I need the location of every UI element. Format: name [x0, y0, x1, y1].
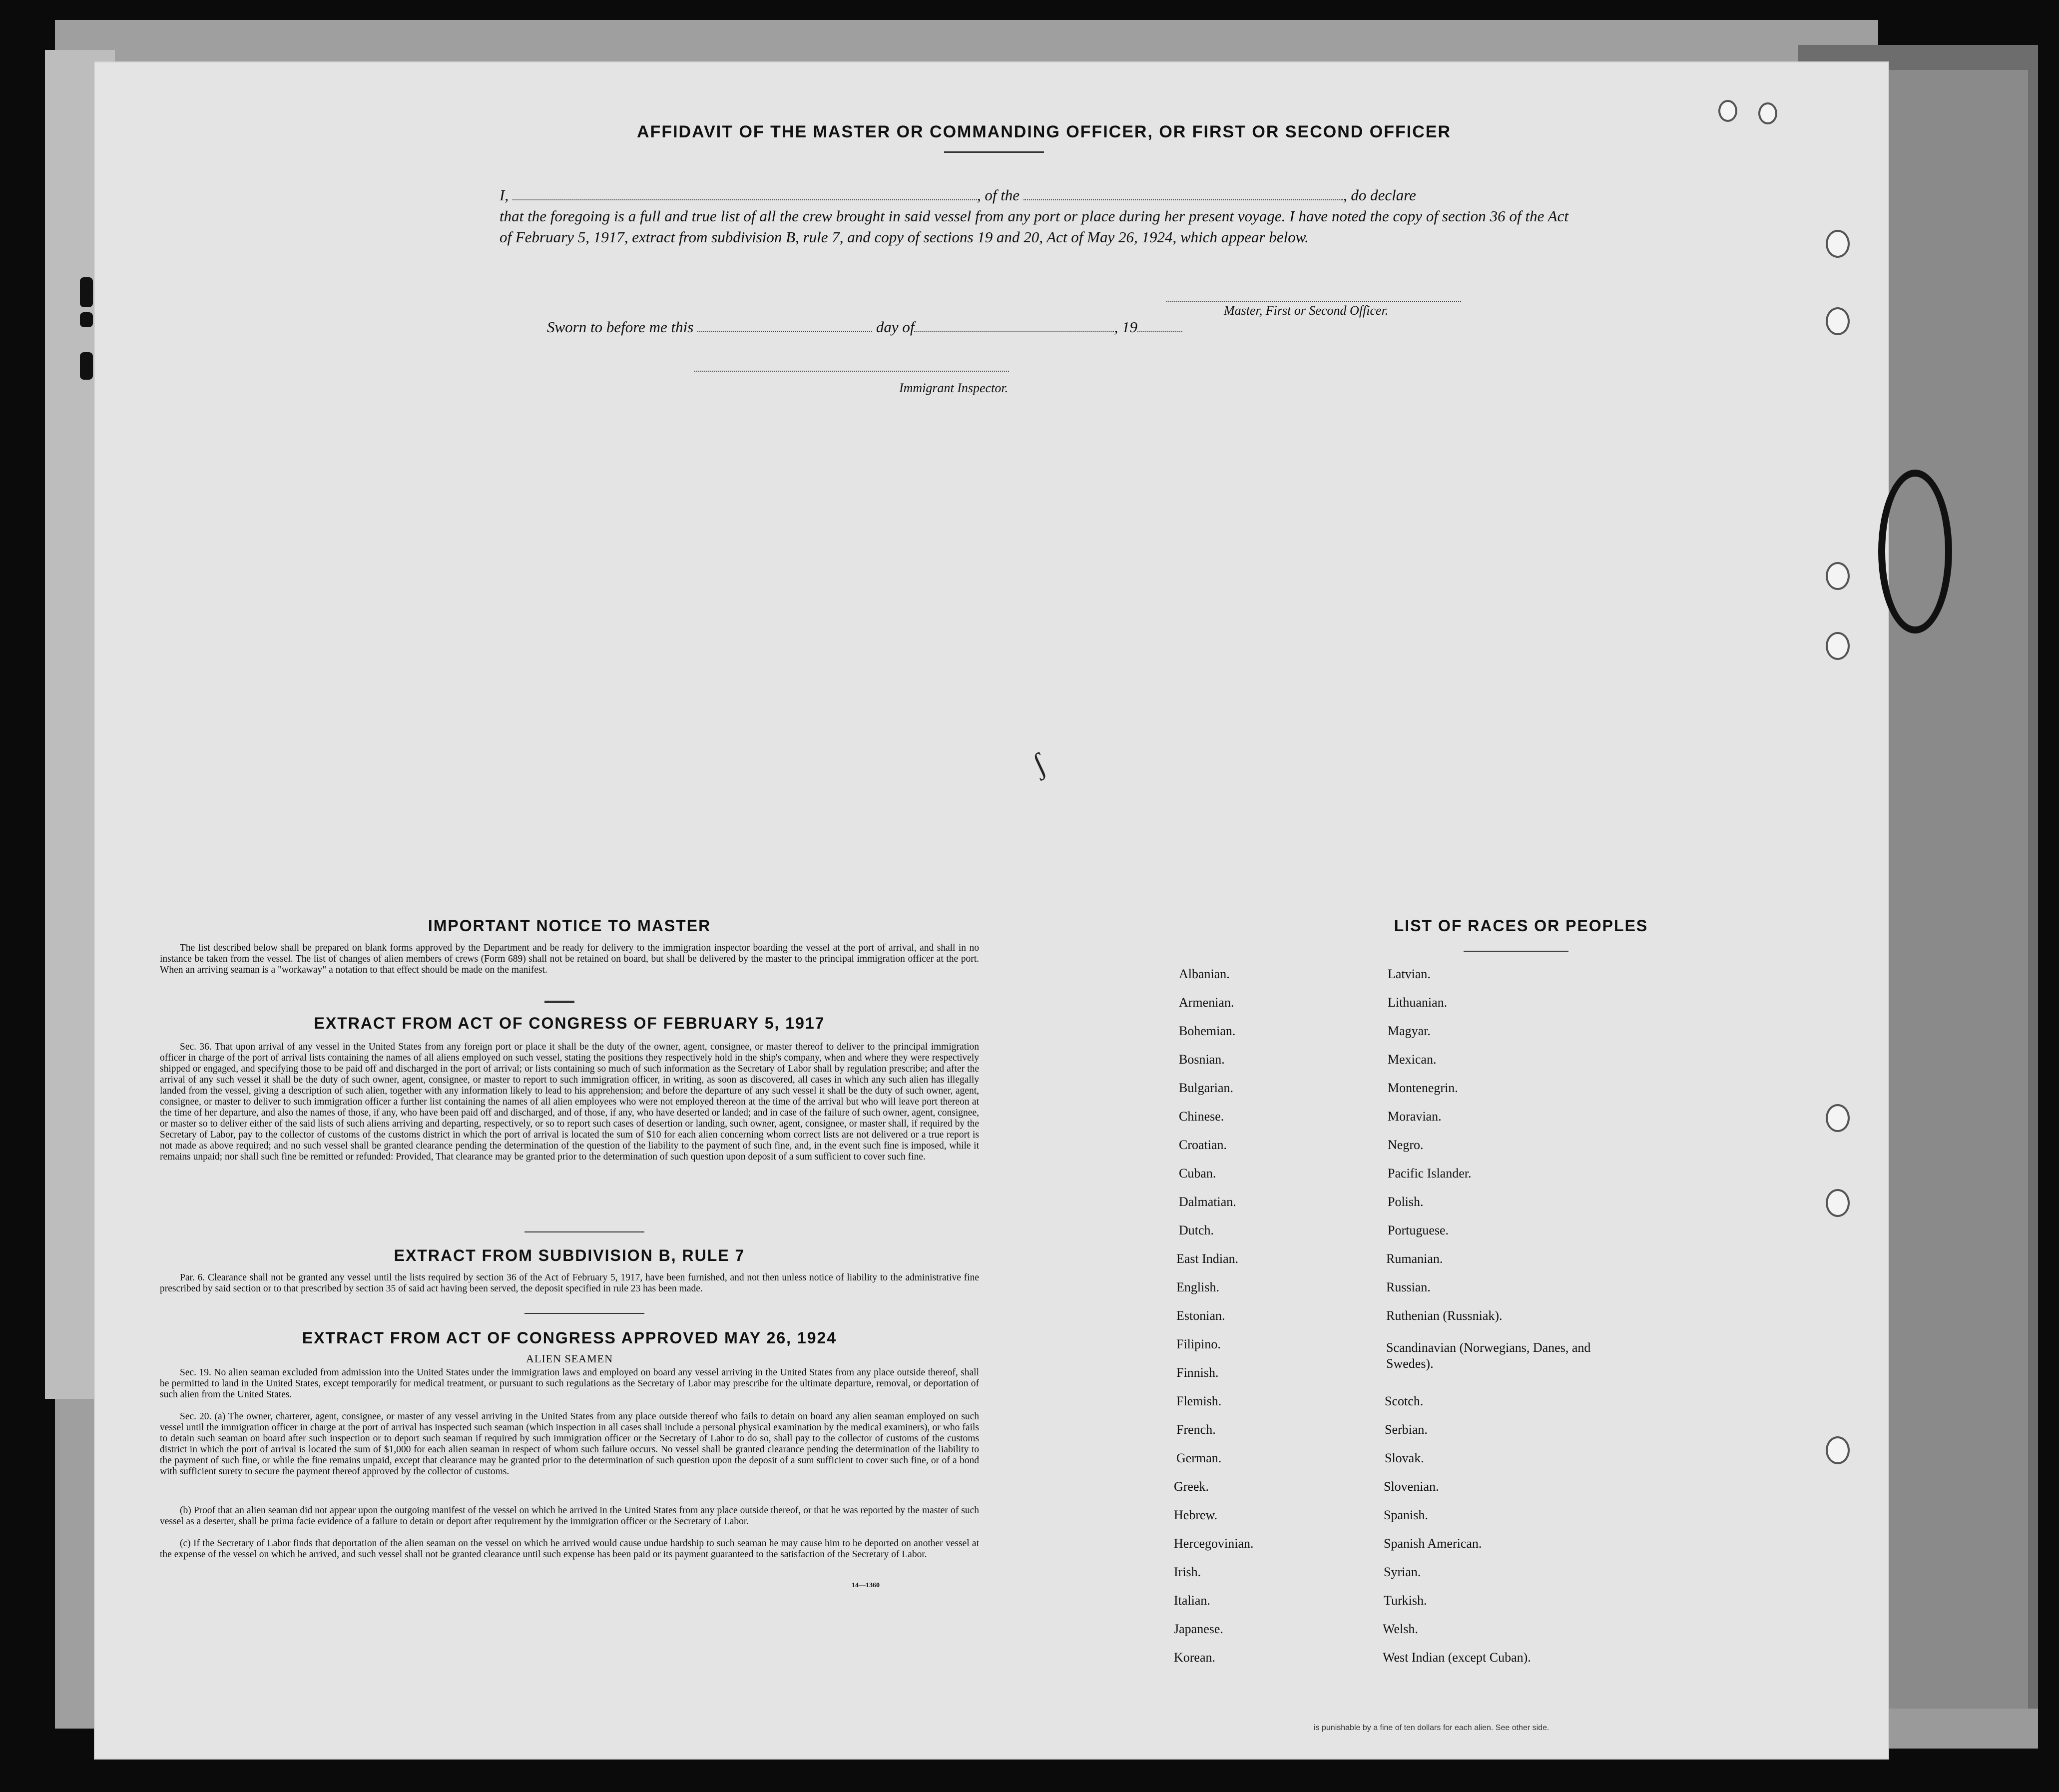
ink-mark — [80, 277, 93, 307]
punch-hole — [1826, 1436, 1850, 1464]
divider — [1464, 951, 1568, 952]
race-item: Montenegrin. — [1388, 1081, 1458, 1095]
divider — [944, 151, 1044, 153]
form-number: 14—1360 — [852, 1582, 880, 1589]
master-signature-field[interactable] — [1166, 301, 1461, 302]
extract-1917-body: Sec. 36. That upon arrival of any vessel in the United States from any foreign port or place it shall be the duty of the owner, agent, consignee, or master thereof to deliver to the principal immigration officer in charge of the port of arrival lists containing the names of all aliens employed on such vessel, stating the positions they respectively hold in the ship's company, when and where they were respectively shipped or engaged, and specifying those to be paid off and discharged in the port of arrival; or lists containing so much of such information as the Secretary of Labor shall by regulation prescribe; and after the arrival of any such vessel it shall be the duty of such owner, agent, consignee, or master to report to such immigration officer, in writing, as soon as discovered, all cases in which any such alien has illegally landed from the vessel, giving a description of such alien, together with any information likely to lead to his apprehension; and before the departure of any such vessel it shall be the duty of such owner, agent, consignee, or master to deliver to such immigration officer a further list containing the names of all alien employees who were not employed thereon at the time of the arrival but who will leave port thereon at the time of her departure, and also the names of those, if any, who have been paid off and discharged, and of those, if any, who have deserted or landed; and in case of the failure of such owner, agent, consignee, or master so to deliver either of the said lists of such aliens arriving and departing, respectively, or so to report such cases of desertion or landing, such owner, agent, consignee, or master shall, if required by the Secretary of Labor, pay to the collector of customs of the customs district in which the port of arrival is located the sum of $10 for each alien concerning whom correct lists are not delivered or a true report is not made as above required; and no such vessel shall be granted clearance pending the determination of the question of the liability to the payment of such fine, and, in the event such fine is imposed, while it remains unpaid; nor shall such fine be remitted or refunded: Provided, That clearance may be granted prior to the determination of such question upon deposit of a sum sufficient to cover such fine. — [160, 1042, 979, 1162]
race-item: Syrian. — [1384, 1565, 1421, 1579]
manifest-page — [95, 62, 1888, 1759]
punch-hole — [1826, 307, 1850, 335]
race-item: Hebrew. — [1174, 1508, 1218, 1522]
race-item: Irish. — [1174, 1565, 1201, 1579]
race-item: French. — [1176, 1422, 1216, 1437]
race-item: Bulgarian. — [1179, 1081, 1234, 1095]
race-item: Bohemian. — [1179, 1024, 1236, 1038]
affidavit-declare-label: , do declare — [1343, 186, 1416, 204]
footer-note: is punishable by a fine of ten dollars for each alien. See other side. — [1314, 1724, 1549, 1732]
sworn-prefix: Sworn to before me this — [547, 318, 694, 336]
race-item: Dutch. — [1179, 1223, 1214, 1237]
race-item: Cuban. — [1179, 1166, 1216, 1181]
extract-1924-sec20c: (c) If the Secretary of Labor finds that deportation of the alien seaman on the vessel on which he arrived would cause undue hardship to such seaman he may cause him to be deported on another vessel at the expense of the vessel on which he arrived, and such vessel shall not be granted clearance until such expense has been paid or its payment guaranteed to the satisfaction of the Secretary of Labor. — [160, 1538, 979, 1560]
notice-body: The list described below shall be prepared on blank forms approved by the Department and be ready for delivery to the immigration inspector boarding the vessel at the port of arrival, and shall in no instance be taken from the vessel. The list of changes of alien members of crews (Form 689) shall not be retained on board, but shall be delivered by the master to the principal immigration officer at the port. When an arriving seaman is a "workaway" a notation to that effect should be made on the manifest. — [160, 943, 979, 975]
race-item: Filipino. — [1176, 1337, 1221, 1351]
race-item: Korean. — [1174, 1650, 1216, 1665]
pencil-mark: ʃ — [1027, 746, 1050, 781]
punch-hole — [1826, 632, 1850, 660]
race-item: Greek. — [1174, 1479, 1209, 1494]
sworn-year-prefix: , 19 — [1114, 318, 1137, 336]
punch-hole — [1826, 230, 1850, 258]
race-item: Dalmatian. — [1179, 1195, 1236, 1209]
inspector-signature-label: Immigrant Inspector. — [899, 381, 1009, 395]
races-title: LIST OF RACES OR PEOPLES — [1394, 917, 1648, 935]
race-item: German. — [1176, 1451, 1222, 1465]
punch-hole — [1826, 1189, 1850, 1217]
affidavit-title: AFFIDAVIT OF THE MASTER OR COMMANDING OFFICER, OR FIRST OR SECOND OFFICER — [637, 122, 1451, 141]
sworn-line — [547, 318, 1182, 336]
race-item: East Indian. — [1176, 1251, 1239, 1266]
race-item: Mexican. — [1388, 1052, 1437, 1067]
race-item: Serbian. — [1385, 1422, 1428, 1437]
race-item: Magyar. — [1388, 1024, 1431, 1038]
race-item: Estonian. — [1176, 1308, 1225, 1323]
extract-1924-sec20a: Sec. 20. (a) The owner, charterer, agent, consignee, or master of any vessel arriving in the United States from any place outside thereof who fails to detain on board any alien seaman employed on such vessel until the immigration officer in charge at the port of arrival has inspected such seaman (which inspection in all cases shall include a personal physical examination by the medical examiners), or who fails to detain such seaman on board after such inspection or to deport such seaman if required by such immigration officer or the Secretary of Labor to do so, shall pay to the collector of customs of the customs district in which the port of arrival is located the sum of $1,000 for each alien seaman in respect of whom such failure occurs. No vessel shall be granted clearance pending the determination of the liability to the payment of such fine, or while the fine remains unpaid, except that clearance may be granted prior to the determination of such question upon the deposit of a sum sufficient to cover such fine, or of a bond with sufficient surety to secure the payment thereof approved by the collector of customs. — [160, 1411, 979, 1477]
affidavit-body — [500, 185, 1568, 248]
punch-hole — [1826, 1104, 1850, 1132]
race-item: West Indian (except Cuban). — [1383, 1650, 1531, 1665]
race-item: Flemish. — [1176, 1394, 1222, 1408]
divider — [544, 1001, 574, 1003]
handwritten-zero-mark — [1878, 470, 1952, 633]
race-item: Scandinavian (Norwegians, Danes, and Swedes). — [1386, 1340, 1591, 1371]
race-item: Lithuanian. — [1388, 995, 1448, 1010]
divider — [524, 1313, 644, 1314]
affidavit-of-the-label: , of the — [977, 186, 1020, 204]
affidavit-i-label: I, — [500, 186, 509, 204]
race-item: Hercegovinian. — [1174, 1536, 1254, 1551]
notice-title: IMPORTANT NOTICE TO MASTER — [428, 917, 711, 935]
race-item: Spanish American. — [1384, 1536, 1482, 1551]
master-signature-label: Master, First or Second Officer. — [1224, 303, 1389, 318]
race-item: Ruthenian (Russniak). — [1386, 1308, 1503, 1323]
race-item: Albanian. — [1179, 967, 1230, 981]
extract-rule7-title: EXTRACT FROM SUBDIVISION B, RULE 7 — [394, 1246, 745, 1264]
extract-1924-sec19: Sec. 19. No alien seaman excluded from admission into the United States under the immigration laws and employed on board any vessel arriving in the United States from any place outside thereof, shall be permitted to land in the United States, except temporarily for medical treatment, or pursuant to such regulations as the Secretary of Labor may prescribe for the ultimate departure, removal, or deportation of such alien from the United States. — [160, 1367, 979, 1400]
extract-rule7-body: Par. 6. Clearance shall not be granted any vessel until the lists required by section 36 of the Act of February 5, 1917, have been furnished, and not then unless notice of liability to the administrative fine prescribed by said section or to that prescribed by section 35 of said act having been served, the deposit specified in rule 23 has been made. — [160, 1272, 979, 1294]
race-item: Rumanian. — [1386, 1251, 1443, 1266]
race-item: Scotch. — [1385, 1394, 1424, 1408]
race-item: Croatian. — [1179, 1138, 1227, 1152]
sworn-month-field[interactable] — [914, 318, 1114, 332]
race-item: Bosnian. — [1179, 1052, 1225, 1067]
extract-1917-title: EXTRACT FROM ACT OF CONGRESS OF FEBRUARY 5, 1917 — [314, 1014, 825, 1032]
race-item: Polish. — [1388, 1195, 1424, 1209]
race-item: Slovak. — [1385, 1451, 1424, 1465]
race-item: English. — [1176, 1280, 1219, 1294]
sworn-date-field[interactable] — [697, 318, 872, 332]
divider — [524, 1231, 644, 1232]
race-item: Portuguese. — [1388, 1223, 1449, 1237]
sworn-day-of: day of — [876, 318, 915, 336]
punch-hole — [1826, 562, 1850, 590]
inspector-signature-field[interactable] — [694, 371, 1009, 372]
alien-seamen-subtitle: ALIEN SEAMEN — [526, 1352, 613, 1365]
affidavit-statement: that the foregoing is a full and true list of all the crew brought in said vessel from any port or place during her present voyage. I have noted the copy of section 36 of the Act of February 5, 1917, extract from subdivision B, rule 7, and copy of sections 19 and 20, Act of May 26, 1924, which appear below. — [500, 207, 1568, 246]
race-item: Moravian. — [1388, 1109, 1442, 1124]
vessel-name-field[interactable] — [1024, 186, 1343, 200]
sworn-year-field[interactable] — [1137, 318, 1182, 332]
race-item: Turkish. — [1384, 1593, 1427, 1608]
race-item: Slovenian. — [1384, 1479, 1439, 1494]
race-item: Russian. — [1386, 1280, 1431, 1294]
race-item: Finnish. — [1176, 1365, 1219, 1380]
race-item: Armenian. — [1179, 995, 1234, 1010]
ink-mark — [80, 312, 93, 327]
extract-1924-title: EXTRACT FROM ACT OF CONGRESS APPROVED MAY 26, 1924 — [302, 1329, 837, 1347]
ink-mark — [80, 352, 93, 380]
race-item: Negro. — [1388, 1138, 1424, 1152]
race-item: Pacific Islander. — [1388, 1166, 1472, 1181]
race-item: Latvian. — [1388, 967, 1431, 981]
punch-hole — [1718, 100, 1737, 122]
officer-name-field[interactable] — [513, 186, 977, 200]
punch-hole — [1758, 102, 1777, 124]
race-item: Spanish. — [1384, 1508, 1428, 1522]
race-item: Japanese. — [1174, 1622, 1223, 1636]
race-item: Chinese. — [1179, 1109, 1224, 1124]
affidavit-declaration-line — [500, 185, 1568, 206]
extract-1924-sec20b: (b) Proof that an alien seaman did not appear upon the outgoing manifest of the vessel on which he arrived in the United States from any place outside thereof, or that he was reported by the master of such vessel as a deserter, shall be prima facie evidence of a failure to detain or deport after requirement by the immigration officer or the Secretary of Labor. — [160, 1505, 979, 1527]
race-item: Italian. — [1174, 1593, 1210, 1608]
race-item: Welsh. — [1383, 1622, 1418, 1636]
